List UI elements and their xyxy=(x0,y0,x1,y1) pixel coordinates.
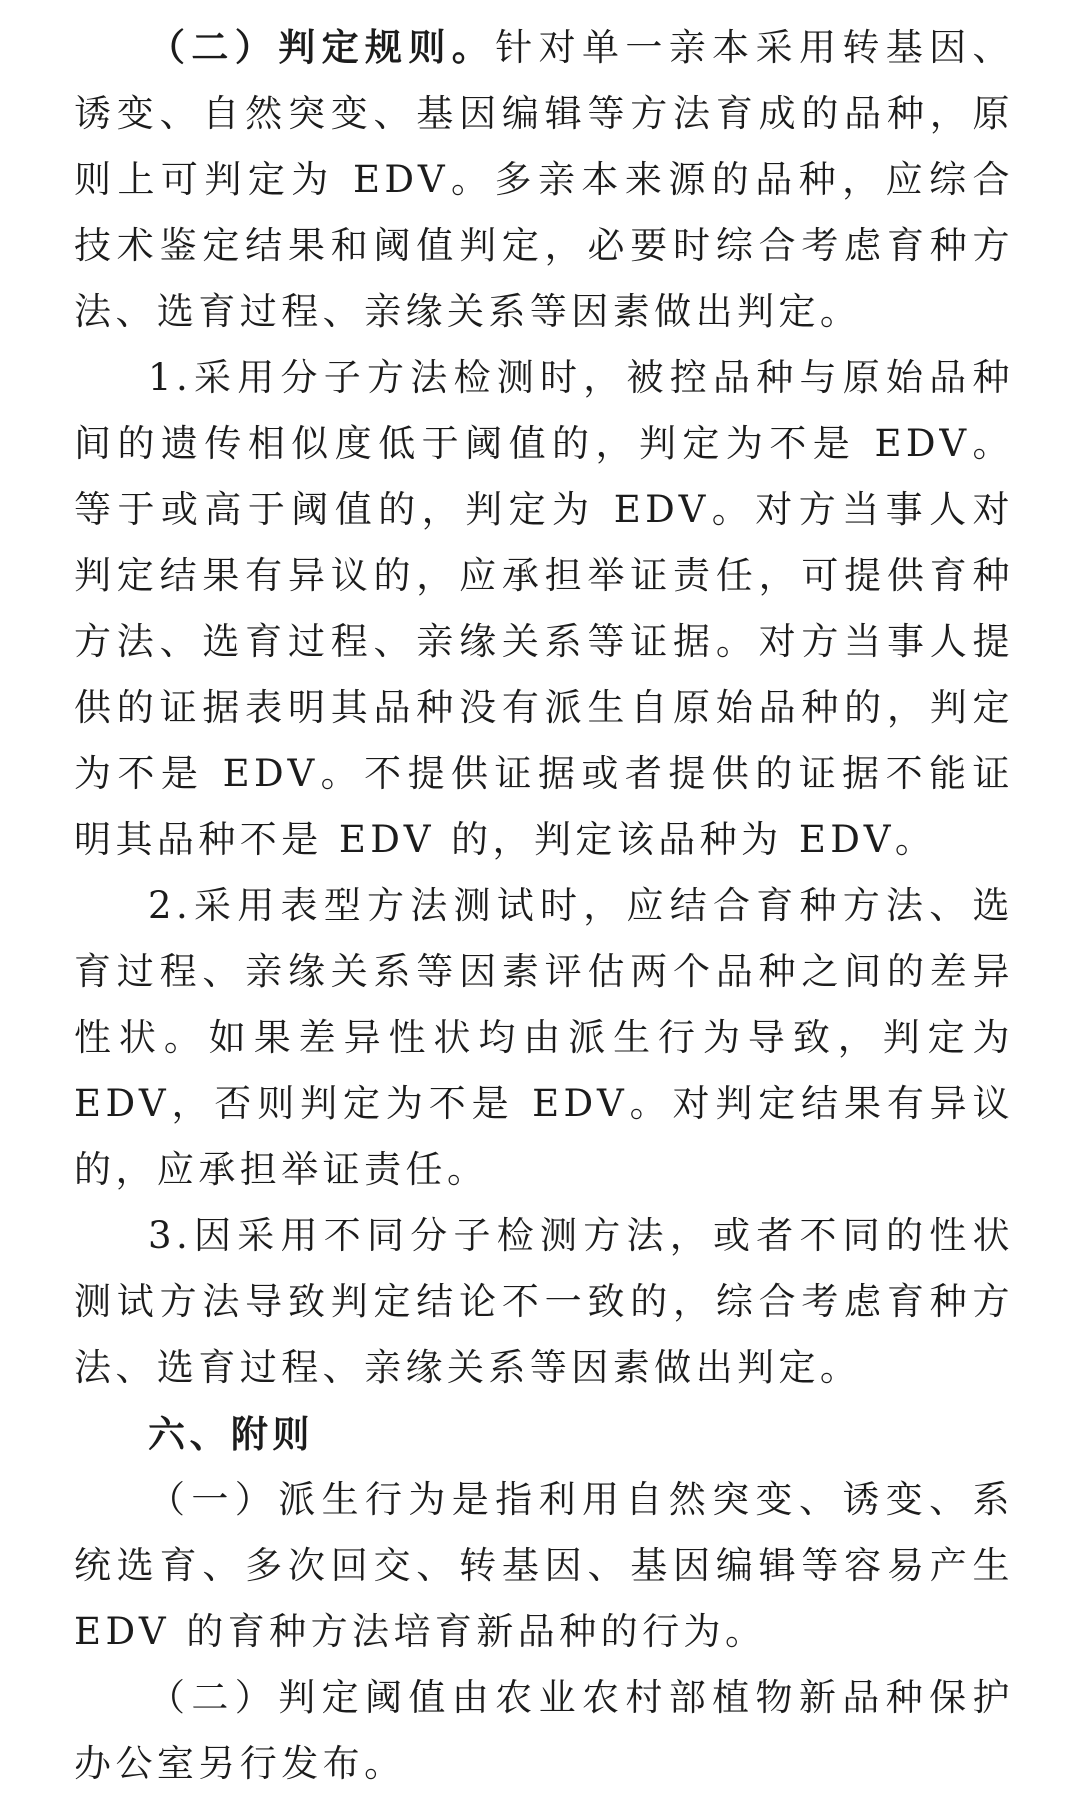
paragraph-lead-bold: （二）判定规则。 xyxy=(148,25,496,69)
heading-text: 六、附则 xyxy=(148,1412,314,1456)
paragraph-phenotype-method xyxy=(74,873,1014,1203)
paragraph-judgment-rules xyxy=(74,14,1014,345)
paragraph-text: 2.采用表型方法测试时，应结合育种方法、选育过程、亲缘关系等因素评估两个品种之间的差异性状。如果差异性状均由派生行为导致，判定为 EDV，否则判定为不是 EDV。对判定结果有异议的，应承担举证责任。 xyxy=(74,884,1014,1191)
paragraph-text: （二）判定阈值由农业农村部植物新品种保护办公室另行发布。 xyxy=(74,1676,1014,1785)
paragraph-text: （一）派生行为是指利用自然突变、诱变、系统选育、多次回交、转基因、基因编辑等容易产生 EDV 的育种方法培育新品种的行为。 xyxy=(74,1478,1014,1653)
section-heading-supplementary xyxy=(74,1401,1014,1467)
paragraph-threshold-release xyxy=(74,1665,1014,1797)
paragraph-molecular-method xyxy=(74,345,1014,873)
paragraph-inconsistent-results xyxy=(74,1203,1014,1401)
paragraph-text: 针对单一亲本采用转基因、诱变、自然突变、基因编辑等方法育成的品种，原则上可判定为 EDV。多亲本来源的品种，应综合技术鉴定结果和阈值判定，必要时综合考虑育种方法、选育过程、亲缘关系等因素做出判定。 xyxy=(74,26,1014,333)
paragraph-text: 3.因采用不同分子检测方法，或者不同的性状测试方法导致判定结论不一致的，综合考虑育种方法、选育过程、亲缘关系等因素做出判定。 xyxy=(74,1214,1014,1389)
paragraph-text: 1.采用分子方法检测时，被控品种与原始品种间的遗传相似度低于阈值的，判定为不是 EDV。等于或高于阈值的，判定为 EDV。对方当事人对判定结果有异议的，应承担举证责任，可提供育种方法、选育过程、亲缘关系等证据。对方当事人提供的证据表明其品种没有派生自原始品种的，判定为不是 EDV。不提供证据或者提供的证据不能证明其品种不是 EDV 的，判定该品种为 EDV。 xyxy=(74,356,1014,861)
paragraph-derivation-definition xyxy=(74,1467,1014,1665)
